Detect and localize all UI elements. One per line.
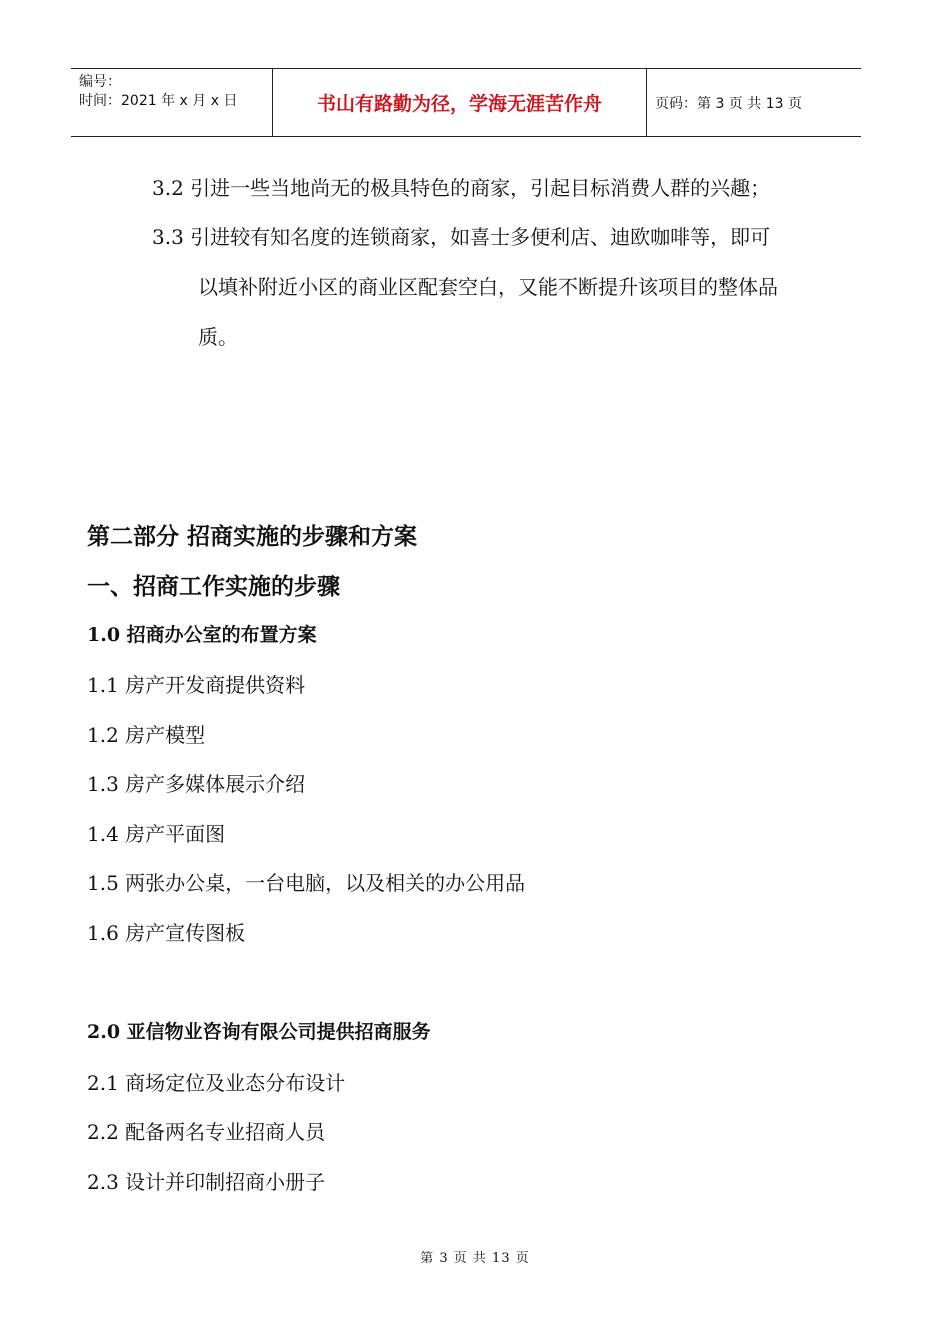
header-page-info: 页码：第 3 页 共 13 页 xyxy=(655,95,802,112)
number-label: 编号： xyxy=(79,74,121,90)
part-two-title: 第二部分 招商实施的步骤和方案 xyxy=(87,524,418,550)
section-2-item: 2.2 配备两名专业招商人员 xyxy=(87,1120,326,1144)
page-footer: 第 3 页 共 13 页 xyxy=(420,1251,530,1266)
section-1-heading: 1.0 招商办公室的布置方案 xyxy=(87,624,317,646)
page-header xyxy=(71,68,861,137)
section-1-item: 1.6 房产宣传图板 xyxy=(87,921,246,945)
item-3-3-line2: 以填补附近小区的商业区配套空白，又能不断提升该项目的整体品 xyxy=(198,275,778,299)
section-2-heading: 2.0 亚信物业咨询有限公司提供招商服务 xyxy=(87,1021,431,1043)
section-2-item: 2.1 商场定位及业态分布设计 xyxy=(87,1071,346,1095)
section-1-item: 1.3 房产多媒体展示介绍 xyxy=(87,772,306,796)
item-3-3-line1: 3.3 引进较有知名度的连锁商家，如喜士多便利店、迪欧咖啡等，即可 xyxy=(152,225,771,249)
header-meta xyxy=(71,69,273,136)
header-motto: 书山有路勤为径，学海无涯苦作舟 xyxy=(273,69,647,136)
section-1-item: 1.5 两张办公桌，一台电脑，以及相关的办公用品 xyxy=(87,871,526,895)
date-label: 时间：2021 年 x 月 x 日 xyxy=(79,93,238,109)
section-1-item: 1.4 房产平面图 xyxy=(87,822,226,846)
item-3-2: 3.2 引进一些当地尚无的极具特色的商家，引起目标消费人群的兴趣； xyxy=(152,176,771,200)
section-2-item: 2.3 设计并印制招商小册子 xyxy=(87,1170,326,1194)
section-1-item: 1.2 房产模型 xyxy=(87,723,206,747)
item-3-3-line3: 质。 xyxy=(198,325,238,349)
section-1-item: 1.1 房产开发商提供资料 xyxy=(87,673,306,697)
part-two-subtitle: 一、招商工作实施的步骤 xyxy=(87,574,340,600)
